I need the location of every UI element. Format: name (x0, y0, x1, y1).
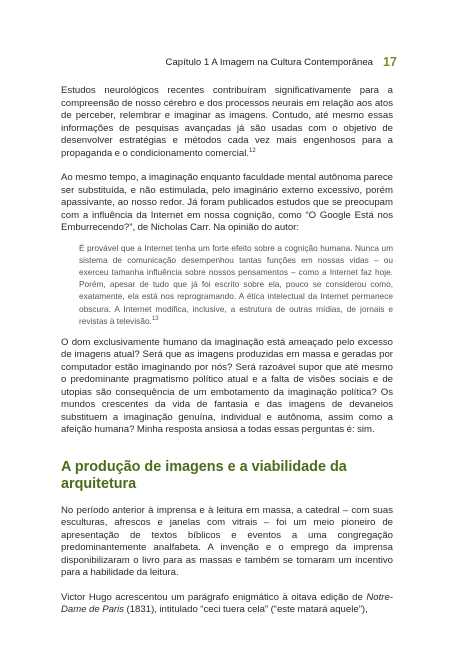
quote-text: É provável que a Internet tenha um forte efeito sobre a cognição humana. Nunca um sistema de comunicação desempenhou tantas funções em nossas vidas – ou exerceu tamanha influência sobre nossos pensamentos – como a Internet faz hoje. Porém, apesar de tudo que já foi escrito sobre ela, pouco se considerou como, exatamente, ela está nos reprogramando. A ética intelectual da Internet permanece obscura. A Internet modifica, inclusive, a estrutura de outras mídias, de jornais e revistas à televisão. (79, 242, 393, 326)
chapter-title: Capítulo 1 A Imagem na Cultura Contemporânea (165, 57, 373, 68)
paragraph-imagination (61, 172, 393, 235)
block-quote (61, 242, 393, 327)
paragraph-text: Ao mesmo tempo, a imaginação enquanto faculdade mental autônoma parece ser substituída, e não estimulada, pelo imaginário externo excessivo, porém apassivante, ao nosso redor. Já foram publicados estudos que se preocupam com a influência da Internet em nossa cognição, como “O Google Está nos Emburrecendo?”, de Nicholas Carr. Na opinião do autor: (61, 172, 393, 233)
footnote-ref: 12 (249, 147, 256, 154)
page-number: 17 (383, 55, 397, 69)
paragraph-text: (1831), intitulado “ceci tuera cela” (“este matará aquele”), (124, 604, 368, 616)
paragraph-text: Estudos neurológicos recentes contribuíram significativamente para a compreensão de nosso cérebro e dos processos neurais em relação aos atos de perceber, relembrar e imaginar as imagens. Contudo, até mesmo essas informações de pesquisas avançadas já são usadas com o objetivo de desenvolver estratégias e métodos cada vez mais engenhosos para a propaganda e o condicionamento comercial. (61, 85, 393, 159)
paragraph-text: No período anterior à imprensa e à leitura em massa, a catedral – com suas esculturas, afrescos e janelas com vitrais – foi um meio pioneiro de apresentação de textos bíblicos e eventos a uma congregação predominantemente analfabeta. A invenção e o emprego da imprensa disponibilizaram o livro para as massas e também se tornaram um incentivo para a habilidade da leitura. (61, 504, 393, 579)
paragraph-questions (61, 337, 393, 437)
paragraph-text: O dom exclusivamente humano da imaginação está ameaçado pelo excesso de imagens atual? Será que as imagens produzidas em massa e geradas por computador estão imaginando por nós? Será razoável supor que até mesmo o predominante pragmatismo político atual e a falta de visões sociais e de utopias são consequência de um embotamento da imaginação política? Os mundos crescentes da vida de fantasia e das imagens de devaneios substituem a imaginação genuína, individual e autônoma, assim como a afeição humana? Minha resposta ansiosa a todas essas perguntas é: sim. (61, 336, 393, 436)
book-title: Notre-Dame de Paris (61, 591, 393, 616)
section-heading: A produção de imagens e a viabilidade da arquitetura (61, 458, 347, 492)
page-body (61, 85, 393, 617)
paragraph-neurological-studies (61, 85, 393, 160)
paragraph-cathedral (61, 505, 393, 580)
paragraph-text: Victor Hugo acrescentou um parágrafo enigmático à oitava edição de (61, 591, 367, 603)
running-header (0, 55, 459, 71)
paragraph-victor-hugo (61, 592, 393, 617)
footnote-ref: 13 (151, 315, 159, 322)
